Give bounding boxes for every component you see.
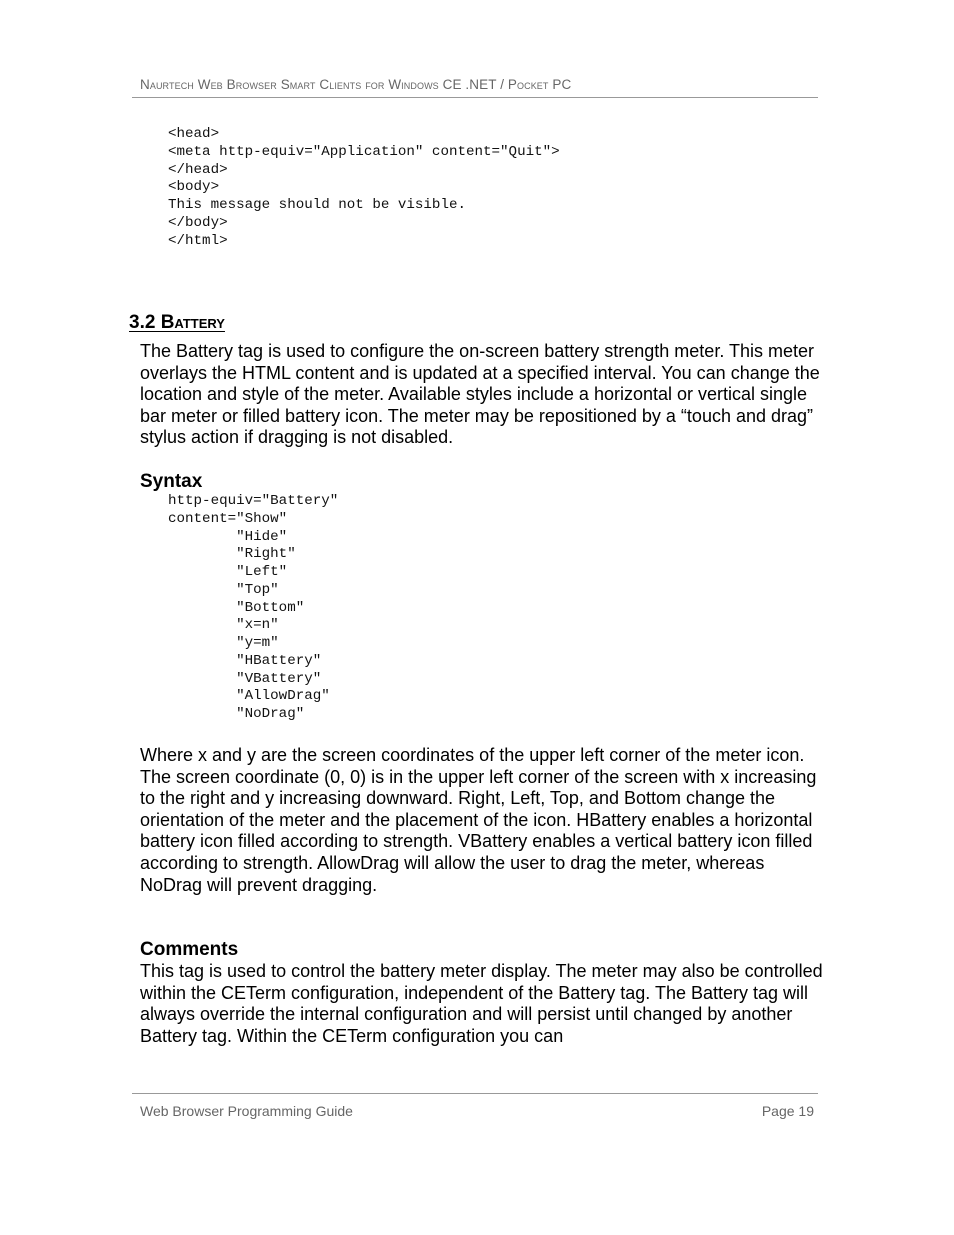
syntax-code-line: "Top"	[168, 581, 279, 598]
syntax-code-line: "NoDrag"	[168, 706, 305, 722]
footer-divider	[132, 1093, 818, 1094]
code-top-line: </head>	[168, 161, 228, 178]
code-top-line: </body>	[168, 214, 228, 231]
coordinates-explanation-paragraph: Where x and y are the screen coordinates of the upper left corner of the meter icon. The screen coordinate (0, 0) is in the upper left corner of the screen with x increasing to the right and y increasing downward. Right, Left, Top, and Bottom change the orientation of the meter and the placement of the icon. HBattery enables a horizontal battery icon filled according to strength. VBattery enables a vertical battery icon filled according to strength. AllowDrag will allow the user to drag the meter, whereas NoDrag will prevent dragging.	[140, 745, 817, 895]
syntax-code-line: "Bottom"	[168, 599, 305, 616]
footer-guide-title: Web Browser Programming Guide	[140, 1103, 353, 1119]
syntax-code-line: "x=n"	[168, 617, 279, 634]
page-header-title: Naurtech Web Browser Smart Clients for Windows CE .NET / Pocket PC	[140, 77, 572, 92]
syntax-code-line: "y=m"	[168, 635, 279, 651]
syntax-code-line: http-equiv="Battery"	[168, 493, 339, 509]
syntax-heading: Syntax	[140, 471, 203, 492]
comments-heading: Comments	[140, 939, 239, 960]
footer-page-number: Page 19	[761, 1103, 814, 1119]
code-top-line: </html>	[168, 232, 228, 249]
code-block-html-example	[168, 126, 560, 250]
section-heading-battery: 3.2 Battery	[129, 312, 225, 333]
code-top-line: <meta http-equiv="Application" content="Quit">	[168, 143, 560, 160]
battery-intro-paragraph: The Battery tag is used to configure the on-screen battery strength meter. This meter overlays the HTML content and is updated at a specified interval. You can change the location and style of the meter. Available styles include a horizontal or vertical single bar meter or filled battery icon. The meter may be repositioned by a “touch and drag” stylus action if dragging is not disabled.	[140, 341, 820, 448]
syntax-code-line: "VBattery"	[168, 670, 322, 687]
syntax-code-line: "AllowDrag"	[168, 688, 330, 705]
code-top-line: <body>	[168, 179, 220, 196]
syntax-code-line: content="Show"	[168, 510, 288, 527]
syntax-code-line: "Hide"	[168, 528, 288, 545]
comments-paragraph: This tag is used to control the battery meter display. The meter may also be controlled within the CETerm configuration, independent of the Battery tag. The Battery tag will always override the internal configuration and will persist until changed by another Battery tag. Within the CETerm configuration you can	[140, 961, 823, 1046]
code-block-syntax	[168, 493, 338, 724]
syntax-code-line: "Right"	[168, 546, 296, 563]
code-top-line: This message should not be visible.	[168, 197, 466, 213]
header-divider	[132, 97, 818, 98]
syntax-code-line: "HBattery"	[168, 652, 322, 669]
code-top-line: <head>	[168, 126, 220, 142]
syntax-code-line: "Left"	[168, 564, 288, 580]
